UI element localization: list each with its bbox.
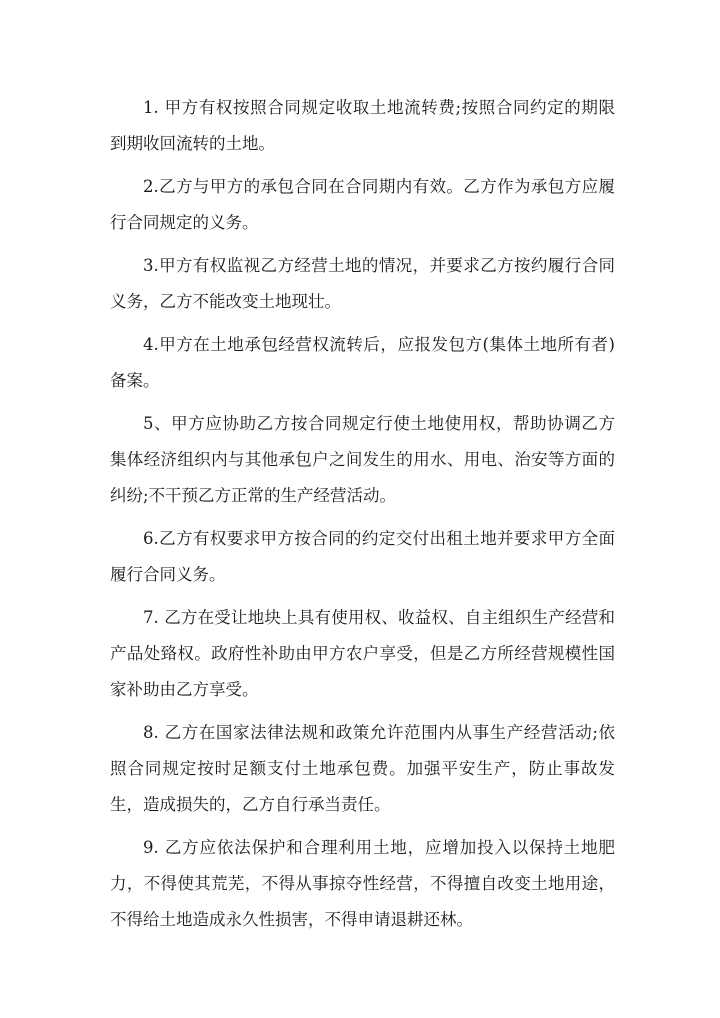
clause-6: 6.乙方有权要求甲方按合同的约定交付出租土地并要求甲方全面履行合同义务。 [110, 529, 615, 584]
clause-3: 3.甲方有权监视乙方经营土地的情况，并要求乙方按约履行合同义务，乙方不能改变土地现壮。 [110, 256, 615, 311]
clause-7: 7. 乙方在受让地块上具有使用权、收益权、自主组织生产经营和产品处臵权。政府性补助由甲方农户享受，但是乙方所经营规模性国家补助由乙方享受。 [110, 608, 615, 699]
clause-2: 2.乙方与甲方的承包合同在合同期内有效。乙方作为承包方应履行合同规定的义务。 [110, 177, 615, 232]
clause-4: 4.甲方在土地承包经营权流转后，应报发包方(集体土地所有者)备案。 [110, 335, 615, 390]
clause-8: 8. 乙方在国家法律法规和政策允许范围内从事生产经营活动;依照合同规定按时足额支付土地承包费。加强平安生产，防止事故发生，造成损失的，乙方自行承当责任。 [110, 723, 615, 814]
document-body [110, 90, 615, 945]
clause-1: 1. 甲方有权按照合同规定收取土地流转费;按照合同约定的期限到期收回流转的土地。 [110, 98, 615, 153]
clause-5: 5、甲方应协助乙方按合同规定行使土地使用权，帮助协调乙方集体经济组织内与其他承包户之间发生的用水、用电、治安等方面的纠纷;不干预乙方正常的生产经营活动。 [110, 414, 615, 505]
clause-9: 9. 乙方应依法保护和合理利用土地，应增加投入以保持土地肥力，不得使其荒芜，不得从事掠夺性经营，不得擅自改变土地用途，不得给土地造成永久性损害，不得申请退耕还林。 [110, 838, 615, 929]
